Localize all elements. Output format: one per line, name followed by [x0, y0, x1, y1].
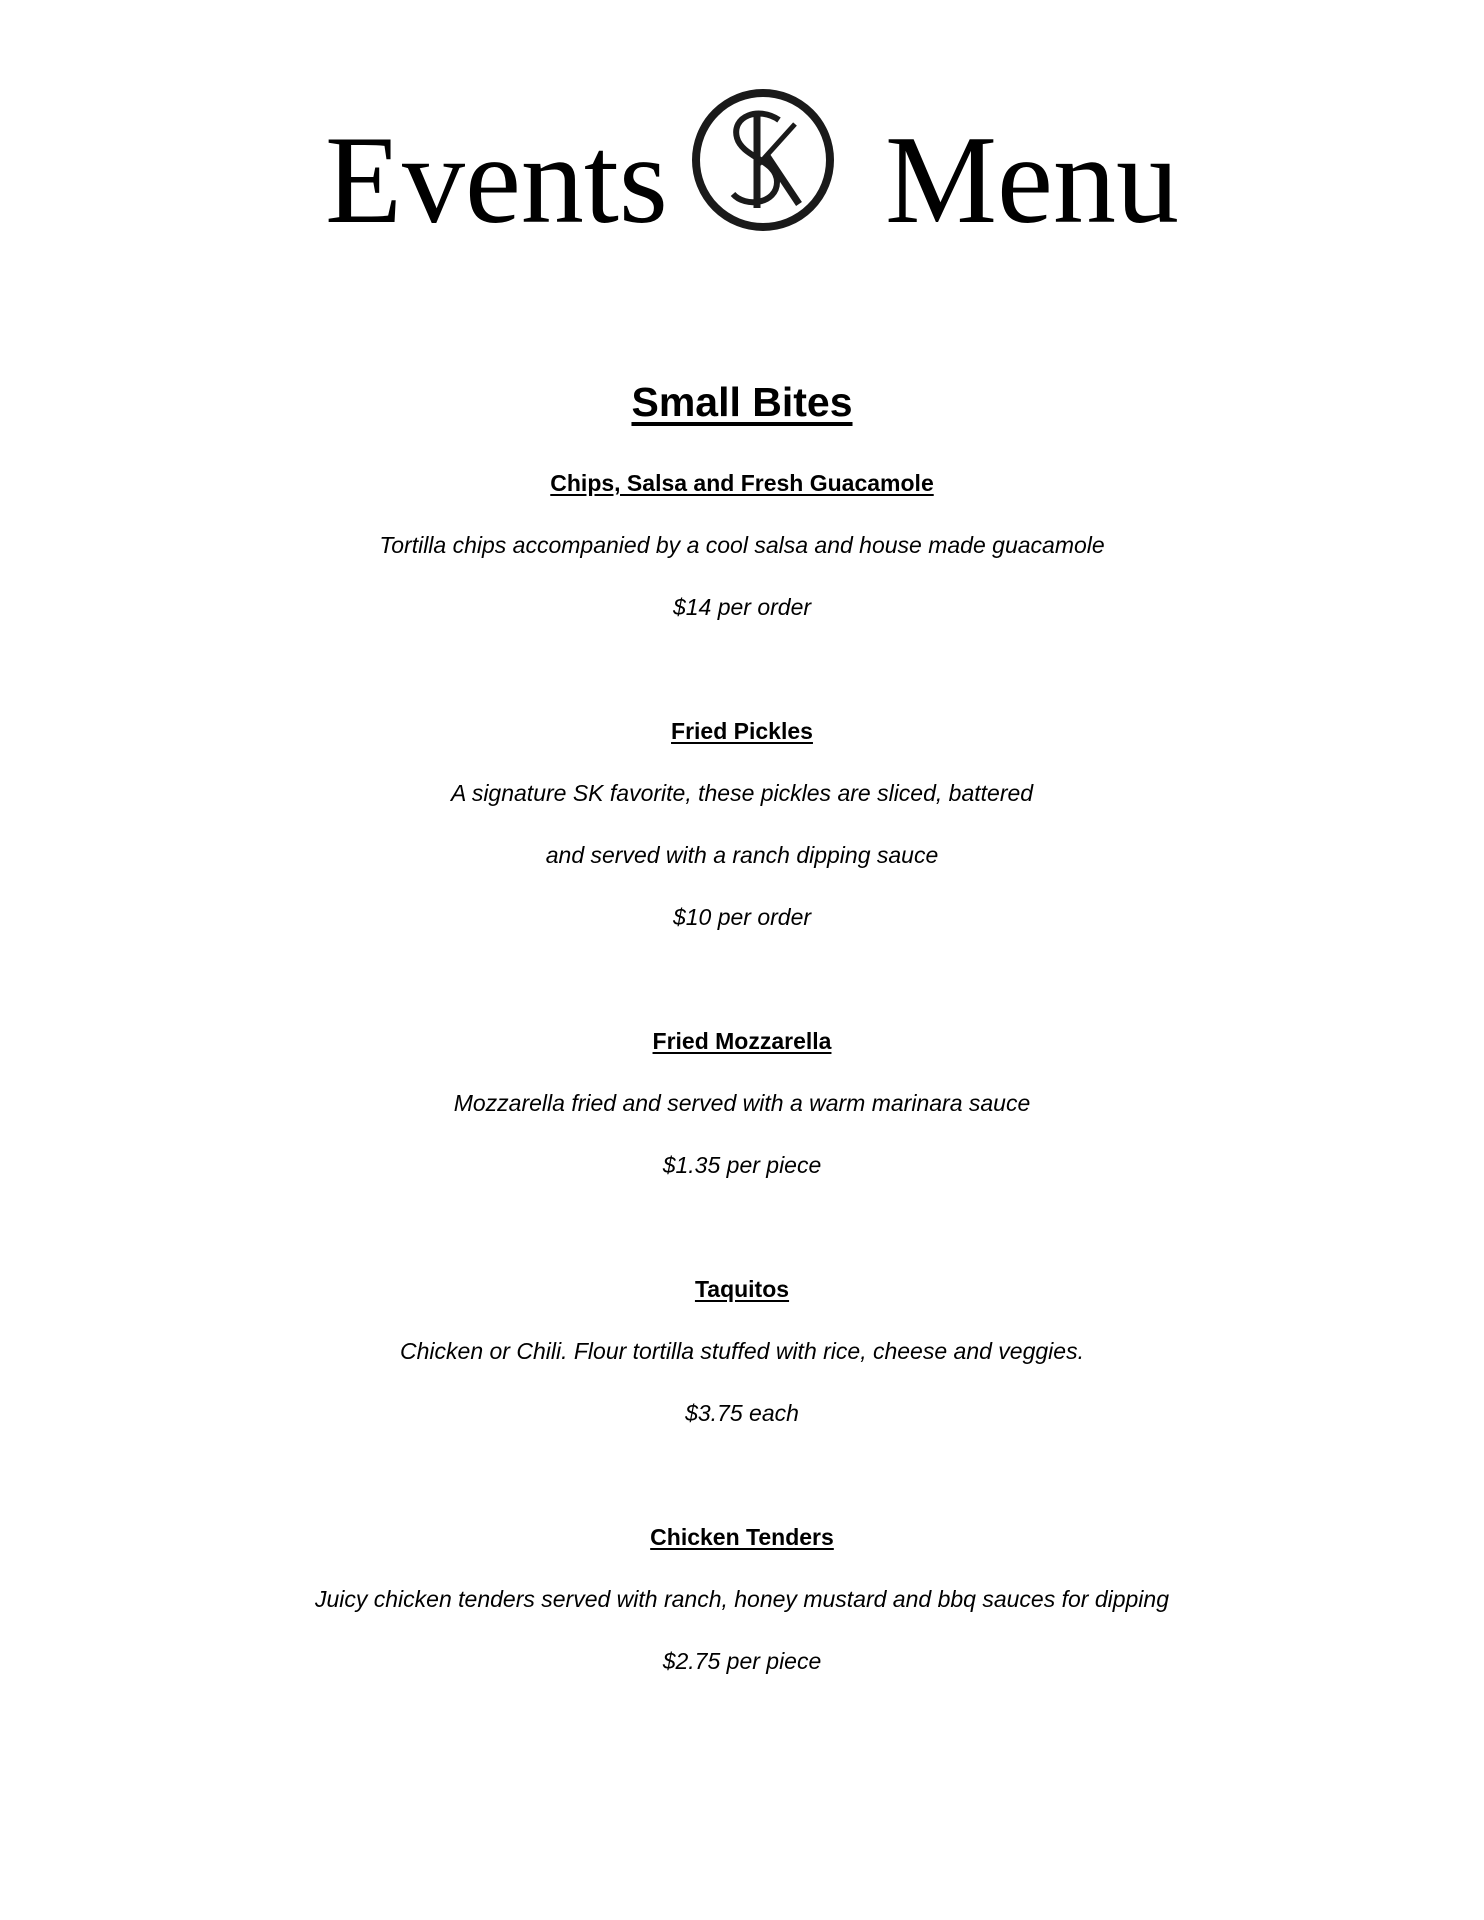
menu-item-description: Mozzarella fried and served with a warm marinara sauce	[453, 1090, 1031, 1116]
title-menu: Menu	[885, 111, 1179, 250]
menu-item-price: $14 per order	[672, 594, 812, 620]
menu-item-description: Juicy chicken tenders served with ranch, honey mustard and bbq sauces for dipping	[314, 1586, 1170, 1612]
menu-item-name: Fried Pickles	[671, 718, 813, 744]
title-events: Events	[325, 111, 668, 250]
menu-item-description: A signature SK favorite, these pickles are sliced, battered	[450, 780, 1034, 806]
menu-item-description: and served with a ranch dipping sauce	[545, 842, 939, 868]
menu-item-name: Fried Mozzarella	[652, 1028, 832, 1054]
menu-item-description: Tortilla chips accompanied by a cool salsa and house made guacamole	[379, 532, 1105, 558]
menu-item-price: $1.35 per piece	[662, 1152, 822, 1178]
menu-item-name: Chicken Tenders	[650, 1524, 834, 1550]
sk-monogram-logo-icon	[689, 86, 837, 234]
menu-item-price: $2.75 per piece	[662, 1648, 822, 1674]
menu-item-description: Chicken or Chili. Flour tortilla stuffed with rice, cheese and veggies.	[400, 1338, 1084, 1364]
section-heading: Small Bites	[631, 379, 853, 425]
menu-item-price: $10 per order	[672, 904, 812, 930]
menu-item-name: Taquitos	[694, 1276, 790, 1302]
menu-item-name: Chips, Salsa and Fresh Guacamole	[550, 470, 934, 496]
menu-item-price: $3.75 each	[685, 1400, 799, 1426]
